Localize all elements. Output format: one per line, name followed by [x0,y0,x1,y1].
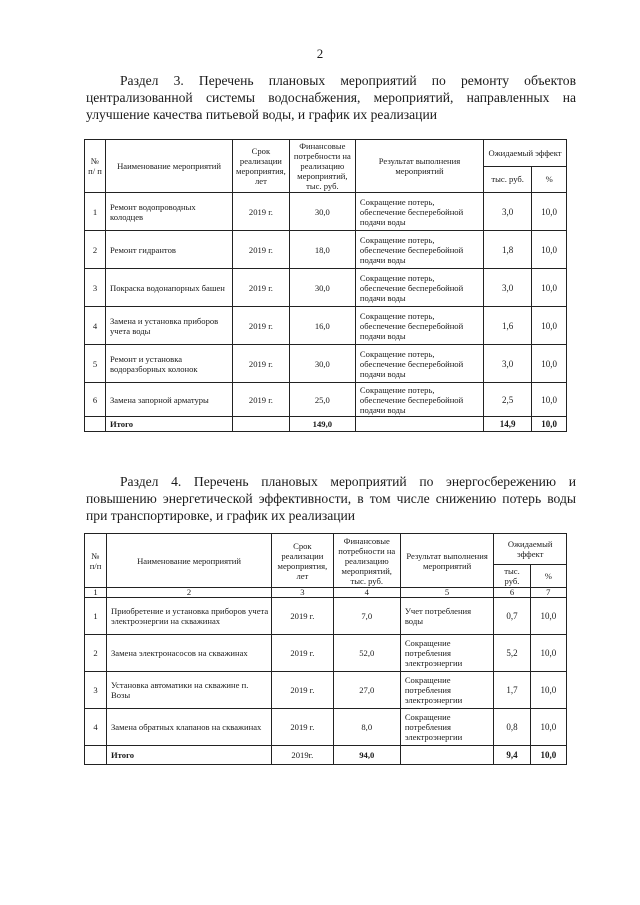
cell-name: Ремонт и установка водоразборных колонок [106,345,233,383]
cell-finance: 30,0 [289,193,355,231]
cell-name: Замена обратных клапанов на скважинах [107,709,272,746]
cell-name: Замена и установка приборов учета воды [106,307,233,345]
cell-rub: 5,2 [494,635,530,672]
total-term: 2019г. [272,746,334,765]
header-term: Срок реализации мероприятия, лет [272,534,334,588]
cell-name: Ремонт водопроводных колодцев [106,193,233,231]
total-row [85,417,567,432]
cell-name: Приобретение и установка приборов учета электроэнергии на скважинах [107,598,272,635]
cell-result: Сокращение потребления электроэнергии [400,672,494,709]
cell-term: 2019 г. [233,269,290,307]
cell-rub: 1,7 [494,672,530,709]
header-effect-rub: тыс. руб. [494,565,530,588]
section-3-table [84,139,567,432]
cell-num: 2 [85,635,107,672]
column-index: 1 [85,588,107,598]
total-row [85,746,567,765]
cell-result: Сокращение потерь, обеспечение бесперебойной подачи воды [355,231,483,269]
cell-result: Сокращение потерь, обеспечение бесперебойной подачи воды [355,269,483,307]
table-row [85,307,567,345]
column-index: 7 [530,588,566,598]
header-effect: Ожидаемый эффект [484,140,567,167]
total-rub: 14,9 [484,417,532,432]
cell-finance: 30,0 [289,345,355,383]
cell-num: 4 [85,307,106,345]
cell-term: 2019 г. [233,231,290,269]
cell-result: Учет потребления воды [400,598,494,635]
column-index: 2 [107,588,272,598]
page-number: 2 [316,46,324,61]
table-row [85,231,567,269]
cell-finance: 18,0 [289,231,355,269]
cell-term: 2019 г. [233,307,290,345]
cell-name: Установка автоматики на скважине п. Возы [107,672,272,709]
cell-pct: 10,0 [530,672,566,709]
total-pct: 10,0 [532,417,567,432]
cell-rub: 3,0 [484,345,532,383]
cell-num: 3 [85,269,106,307]
header-effect: Ожидаемый эффект [494,534,567,565]
cell-finance: 25,0 [289,383,355,417]
cell-empty [355,417,483,432]
cell-pct: 10,0 [532,307,567,345]
cell-pct: 10,0 [530,709,566,746]
cell-rub: 3,0 [484,269,532,307]
column-index: 6 [494,588,530,598]
cell-term: 2019 г. [233,345,290,383]
cell-result: Сокращение потерь, обеспечение бесперебойной подачи воды [355,307,483,345]
cell-num: 2 [85,231,106,269]
cell-num: 3 [85,672,107,709]
header-result: Результат выполнения мероприятий [355,140,483,193]
section-4-title: Раздел 4. Перечень плановых мероприятий по энергосбережению и повышению энергетической эффективности, в том числе снижению потерь воды при транспортировке, и график их реализации [86,474,576,523]
cell-rub: 1,8 [484,231,532,269]
column-index: 5 [400,588,494,598]
total-label: Итого [106,417,233,432]
cell-finance: 52,0 [333,635,400,672]
cell-rub: 2,5 [484,383,532,417]
total-pct: 10,0 [530,746,566,765]
table-row [85,709,567,746]
cell-result: Сокращение потребления электроэнергии [400,635,494,672]
total-label: Итого [107,746,272,765]
cell-pct: 10,0 [532,383,567,417]
cell-num: 5 [85,345,106,383]
cell-pct: 10,0 [532,345,567,383]
cell-pct: 10,0 [532,231,567,269]
table-row [85,269,567,307]
cell-rub: 1,6 [484,307,532,345]
column-index: 3 [272,588,334,598]
cell-result: Сокращение потерь, обеспечение бесперебойной подачи воды [355,383,483,417]
total-finance: 149,0 [289,417,355,432]
cell-name: Ремонт гидрантов [106,231,233,269]
cell-empty [85,746,107,765]
cell-pct: 10,0 [532,193,567,231]
cell-empty [400,746,494,765]
cell-term: 2019 г. [272,672,334,709]
cell-finance: 30,0 [289,269,355,307]
cell-result: Сокращение потребления электроэнергии [400,709,494,746]
header-finance: Финансовые потребности на реализацию мероприятий, тыс. руб. [289,140,355,193]
table-row [85,345,567,383]
table-row [85,193,567,231]
column-index: 4 [333,588,400,598]
header-effect-pct: % [530,565,566,588]
header-finance: Финансовые потребности на реализацию мероприятий, тыс. руб. [333,534,400,588]
cell-pct: 10,0 [532,269,567,307]
cell-finance: 7,0 [333,598,400,635]
column-index-row [85,588,567,598]
table-row [85,383,567,417]
cell-num: 1 [85,598,107,635]
table-row [85,635,567,672]
cell-num: 6 [85,383,106,417]
cell-term: 2019 г. [272,635,334,672]
cell-num: 4 [85,709,107,746]
cell-name: Замена запорной арматуры [106,383,233,417]
cell-finance: 16,0 [289,307,355,345]
header-name: Наименование мероприятий [106,140,233,193]
total-rub: 9,4 [494,746,530,765]
section-4-table [84,533,567,765]
cell-finance: 8,0 [333,709,400,746]
cell-result: Сокращение потерь, обеспечение бесперебойной подачи воды [355,345,483,383]
cell-result: Сокращение потерь, обеспечение бесперебойной подачи воды [355,193,483,231]
cell-rub: 0,8 [494,709,530,746]
table-row [85,672,567,709]
header-term: Срок реализации мероприятия, лет [233,140,290,193]
cell-empty [85,417,106,432]
cell-name: Покраска водонапорных башен [106,269,233,307]
table-row [85,598,567,635]
cell-name: Замена электронасосов на скважинах [107,635,272,672]
cell-num: 1 [85,193,106,231]
cell-term: 2019 г. [272,598,334,635]
header-effect-pct: % [532,166,567,193]
total-term [233,417,290,432]
header-result: Результат выполнения мероприятий [400,534,494,588]
header-effect-rub: тыс. руб. [484,166,532,193]
header-num: № п/п [85,534,107,588]
total-finance: 94,0 [333,746,400,765]
section-3-title: Раздел 3. Перечень плановых мероприятий по ремонту объектов централизованной системы водоснабжения, мероприятий, направленных на улучшение качества питьевой воды, и график их реализации [86,73,576,122]
cell-pct: 10,0 [530,635,566,672]
cell-term: 2019 г. [272,709,334,746]
cell-finance: 27,0 [333,672,400,709]
header-name: Наименование мероприятий [107,534,272,588]
cell-term: 2019 г. [233,383,290,417]
cell-rub: 3,0 [484,193,532,231]
cell-term: 2019 г. [233,193,290,231]
cell-rub: 0,7 [494,598,530,635]
header-num: № п/ п [85,140,106,193]
cell-pct: 10,0 [530,598,566,635]
